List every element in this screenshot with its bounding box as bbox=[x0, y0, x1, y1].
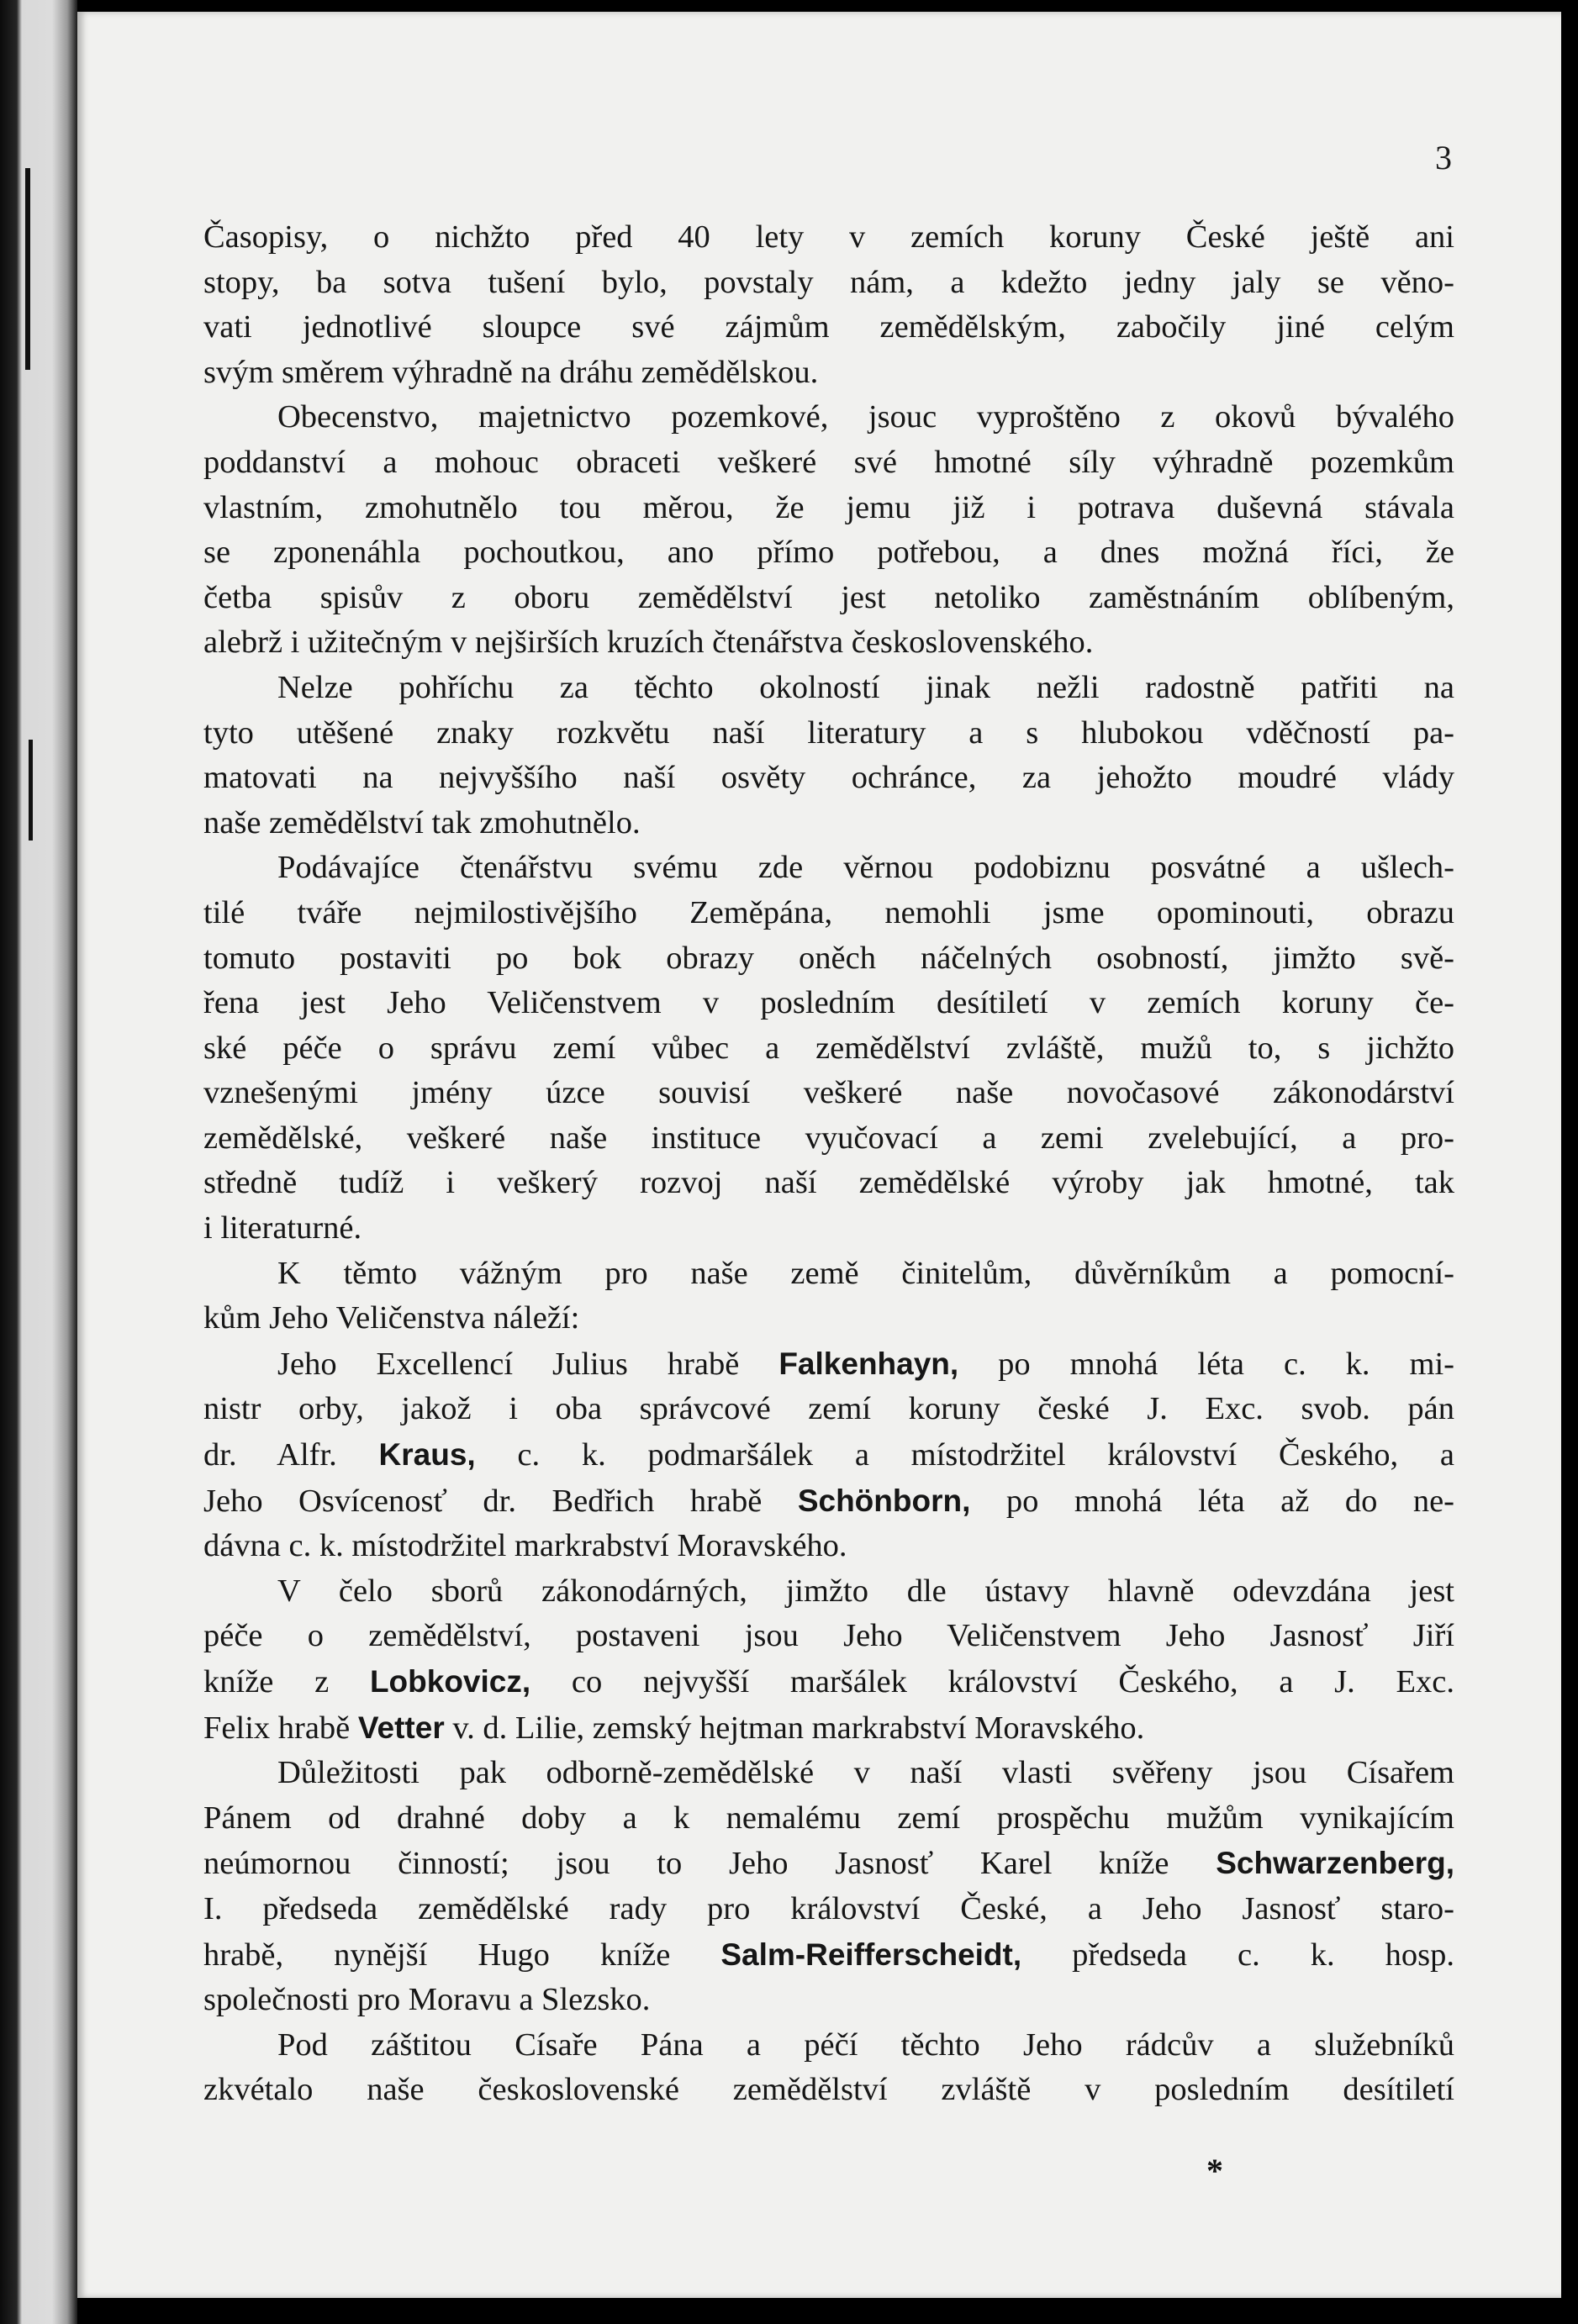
paragraph bbox=[203, 1569, 1454, 1751]
text-line: svým směrem výhradně na dráhu zemědělskou. bbox=[203, 354, 819, 390]
text-line: Časopisy, o nichžto před 40 lety v zemích koruny České ještě ani bbox=[203, 219, 1454, 255]
text-line: středně tudíž i veškerý rozvoj naší zemědělské výroby jak hmotné, tak bbox=[203, 1165, 1454, 1201]
paragraph bbox=[203, 1252, 1454, 1341]
text-line: dávna c. k. místodržitel markrabství Moravského. bbox=[203, 1528, 847, 1564]
text-line: se zponenáhla pochoutkou, ano přímo potřebou, a dnes možná říci, že bbox=[203, 535, 1454, 571]
paragraph bbox=[203, 215, 1454, 395]
text-line: vznešenými jmény úzce souvisí veškeré naše novočasové zákonodárství bbox=[203, 1075, 1454, 1111]
paragraph bbox=[203, 2023, 1454, 2113]
text-line: tyto utěšené znaky rozkvětu naší literatury a s hlubokou vděčností pa- bbox=[203, 714, 1454, 751]
paragraph bbox=[203, 1341, 1454, 1569]
text-line: naše zemědělství tak zmohutnělo. bbox=[203, 804, 641, 841]
text-line: četba spisův z oboru zemědělství jest netoliko zaměstnáním oblíbeným, bbox=[203, 579, 1454, 615]
text-line: tilé tváře nejmilostivějšího Zeměpána, nemohli jsme opominouti, obrazu bbox=[203, 894, 1454, 930]
emphasized-name: Kraus, bbox=[378, 1437, 476, 1473]
text-line: Pánem od drahné doby a k nemalému zemí prospěchu mužům vynikajícím bbox=[203, 1800, 1454, 1836]
text-line: kníže z Lobkovicz, co nejvyšší maršálek království Českého, a J. Exc. bbox=[203, 1664, 1454, 1700]
binding-mark bbox=[29, 740, 33, 841]
text-line: i literaturné. bbox=[203, 1210, 362, 1246]
emphasized-name: Lobkovicz, bbox=[369, 1664, 531, 1699]
binding-mark bbox=[25, 168, 30, 370]
text-line: ské péče o správu zemí vůbec a zemědělství zvláště, mužů to, s jichžto bbox=[203, 1030, 1454, 1066]
text-line: Felix hrabě Vetter v. d. Lilie, zemský hejtman markrabství Moravského. bbox=[203, 1710, 1145, 1746]
paragraph bbox=[203, 1751, 1454, 2023]
text-line: V čelo sborů zákonodárných, jimžto dle ústavy hlavně odevzdána jest bbox=[277, 1573, 1454, 1609]
text-line: Jeho Osvícenosť dr. Bedřich hrabě Schönborn, po mnohá léta až do ne- bbox=[203, 1483, 1454, 1519]
page-body-text bbox=[203, 215, 1454, 2113]
signature-mark: * bbox=[1206, 2152, 1223, 2190]
text-line: matovati na nejvyššího naší osvěty ochránce, za jehožto moudré vlády bbox=[203, 760, 1454, 796]
text-line: Nelze pohříchu za těchto okolností jinak nežli radostně patřiti na bbox=[277, 669, 1454, 705]
emphasized-name: Schwarzenberg, bbox=[1216, 1846, 1454, 1881]
emphasized-name: Salm-Reifferscheidt, bbox=[720, 1937, 1022, 1972]
text-line: poddanství a mohouc obraceti veškeré své hmotné síly výhradně pozemkům bbox=[203, 444, 1454, 480]
text-line: Obecenstvo, majetnictvo pozemkové, jsouc vyproštěno z okovů bývalého bbox=[277, 399, 1454, 435]
emphasized-name: Vetter bbox=[357, 1710, 445, 1745]
text-line: Podávajíce čtenářstvu svému zde věrnou podobiznu posvátné a ušlech- bbox=[277, 850, 1454, 886]
document-page bbox=[77, 12, 1561, 2298]
text-line: péče o zemědělství, postaveni jsou Jeho Veličenstvem Jeho Jasnosť Jiří bbox=[203, 1618, 1454, 1654]
paragraph bbox=[203, 846, 1454, 1251]
text-line: neúmornou činností; jsou to Jeho Jasnosť Karel kníže Schwarzenberg, bbox=[203, 1846, 1454, 1882]
paragraph bbox=[203, 395, 1454, 666]
text-line: společnosti pro Moravu a Slezsko. bbox=[203, 1982, 651, 2018]
text-line: Jeho Excellencí Julius hrabě Falkenhayn, po mnohá léta c. k. mi- bbox=[277, 1346, 1454, 1382]
text-line: kům Jeho Veličenstva náleží: bbox=[203, 1300, 580, 1336]
text-line: tomuto postaviti po bok obrazy oněch náčelných osobností, jimžto svě- bbox=[203, 940, 1454, 976]
paragraph bbox=[203, 666, 1454, 846]
page-number: 3 bbox=[1435, 139, 1452, 177]
text-line: zemědělské, veškeré naše instituce vyučovací a zemi zvelebující, a pro- bbox=[203, 1120, 1454, 1156]
text-line: nistr orby, jakož i oba správcové zemí koruny české J. Exc. svob. pán bbox=[203, 1391, 1454, 1427]
binding-edge bbox=[0, 0, 77, 2324]
text-line: K těmto vážným pro naše země činitelům, důvěrníkům a pomocní- bbox=[277, 1255, 1454, 1291]
emphasized-name: Falkenhayn, bbox=[778, 1346, 959, 1381]
text-line: Důležitosti pak odborně-zemědělské v naší vlasti svěřeny jsou Císařem bbox=[277, 1755, 1454, 1791]
text-line: zkvétalo naše československé zemědělství zvláště v posledním desítiletí bbox=[203, 2072, 1454, 2108]
text-line: hrabě, nynější Hugo kníže Salm-Reifferscheidt, předseda c. k. hosp. bbox=[203, 1937, 1454, 1973]
text-line: řena jest Jeho Veličenstvem v posledním desítiletí v zemích koruny če- bbox=[203, 985, 1454, 1021]
text-line: Pod záštitou Císaře Pána a péčí těchto Jeho rádcův a služebníků bbox=[277, 2026, 1454, 2063]
text-line: vati jednotlivé sloupce své zájmům zemědělským, zabočily jiné celým bbox=[203, 309, 1454, 345]
text-line: alebrž i užitečným v nejširších kruzích čtenářstva československého. bbox=[203, 624, 1094, 661]
text-line: stopy, ba sotva tušení bylo, povstaly nám, a kdežto jedny jaly se věno- bbox=[203, 264, 1454, 300]
text-line: I. předseda zemědělské rady pro království České, a Jeho Jasnosť staro- bbox=[203, 1890, 1454, 1926]
text-line: vlastním, zmohutnělo tou měrou, že jemu již i potrava duševná stávala bbox=[203, 489, 1454, 525]
emphasized-name: Schönborn, bbox=[797, 1483, 971, 1518]
text-line: dr. Alfr. Kraus, c. k. podmaršálek a místodržitel království Českého, a bbox=[203, 1437, 1454, 1473]
